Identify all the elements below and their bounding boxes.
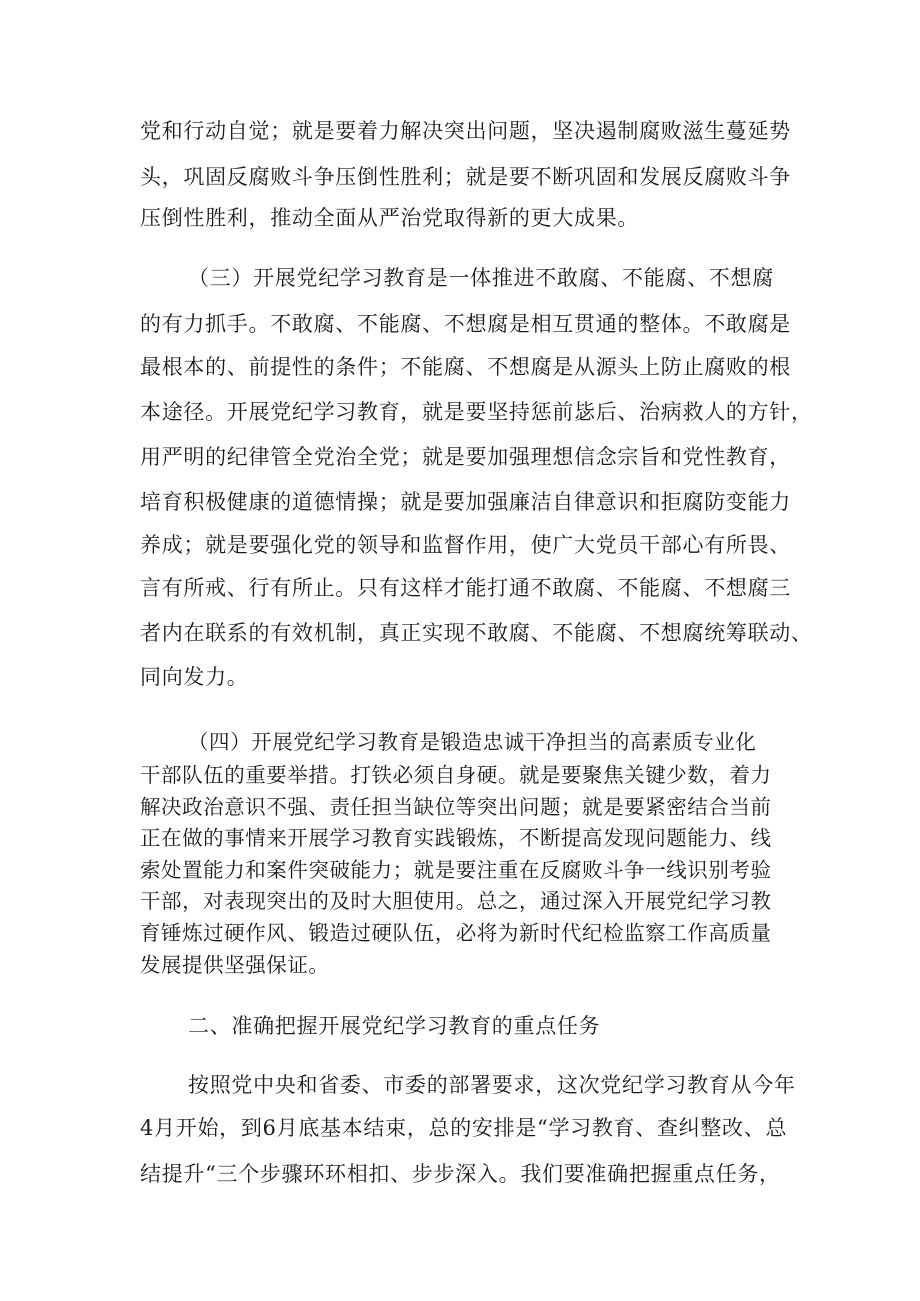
text-line: 育锤炼过硬作风、锻造过硬队伍，必将为新时代纪检监察工作高质量 — [140, 921, 772, 945]
text-line: 同向发力。 — [140, 665, 249, 689]
text-line: 干部队伍的重要举措。打铁必须自身硬。就是要聚焦关键少数，着力 — [140, 763, 772, 787]
text-line: 的有力抓手。不敢腐、不能腐、不想腐是相互贯通的整体。不敢腐是 — [140, 312, 791, 336]
text-line: 按照党中央和省委、市委的部署要求，这次党纪学习教育从今年 — [188, 1073, 796, 1097]
text-line: 者内在联系的有效机制，真正实现不敢腐、不能腐、不想腐统筹联动、 — [140, 621, 813, 645]
text-line: 用严明的纪律管全党治全党；就是要加强理想信念宗旨和党性教育， — [140, 445, 791, 469]
text-line: 发展提供坚强保证。 — [140, 953, 330, 977]
text-line: 头，巩固反腐败斗争压倒性胜利；就是要不断巩固和发展反腐败斗争 — [140, 165, 791, 189]
text-line: 解决政治意识不强、责任担当缺位等突出问题；就是要紧密结合当前 — [140, 795, 772, 819]
text-line: 压倒性胜利，推动全面从严治党取得新的更大成果。 — [140, 206, 640, 230]
text-line: 养成；就是要强化党的领导和监督作用，使广大党员干部心有所畏、 — [140, 533, 791, 557]
text-line: 索处置能力和案件突破能力；就是要注重在反腐败斗争一线识别考验 — [140, 858, 772, 882]
text-line: 党和行动自觉；就是要着力解决突出问题，坚决遏制腐败滋生蔓延势 — [140, 119, 791, 143]
section-heading: 二、准确把握开展党纪学习教育的重点任务 — [188, 1014, 601, 1038]
text-line: 4月开始，到6月底基本结束，总的安排是“学习教育、查纠整改、总 — [140, 1116, 788, 1140]
text-line: 言有所戒、行有所止。只有这样才能打通不敢腐、不能腐、不想腐三 — [140, 576, 791, 600]
text-line: 干部，对表现突出的及时大胆使用。总之，通过深入开展党纪学习教 — [140, 889, 772, 913]
text-line: 培育积极健康的道德情操；就是要加强廉洁自律意识和拒腐防变能力 — [140, 490, 791, 514]
text-line: （四）开展党纪学习教育是锻造忠诚干净担当的高素质专业化 — [188, 730, 757, 754]
text-line: 本途径。开展党纪学习教育，就是要坚持惩前毖后、治病救人的方针， — [140, 400, 813, 424]
text-line: （三）开展党纪学习教育是一体推进不敢腐、不能腐、不想腐 — [188, 266, 774, 290]
text-line: 结提升“三个步骤环环相扣、步步深入。我们要准确把握重点任务， — [140, 1162, 781, 1186]
text-line: 最根本的、前提性的条件；不能腐、不想腐是从源头上防止腐败的根 — [140, 355, 791, 379]
text-line: 正在做的事情来开展学习教育实践锻炼，不断提高发现问题能力、线 — [140, 826, 772, 850]
